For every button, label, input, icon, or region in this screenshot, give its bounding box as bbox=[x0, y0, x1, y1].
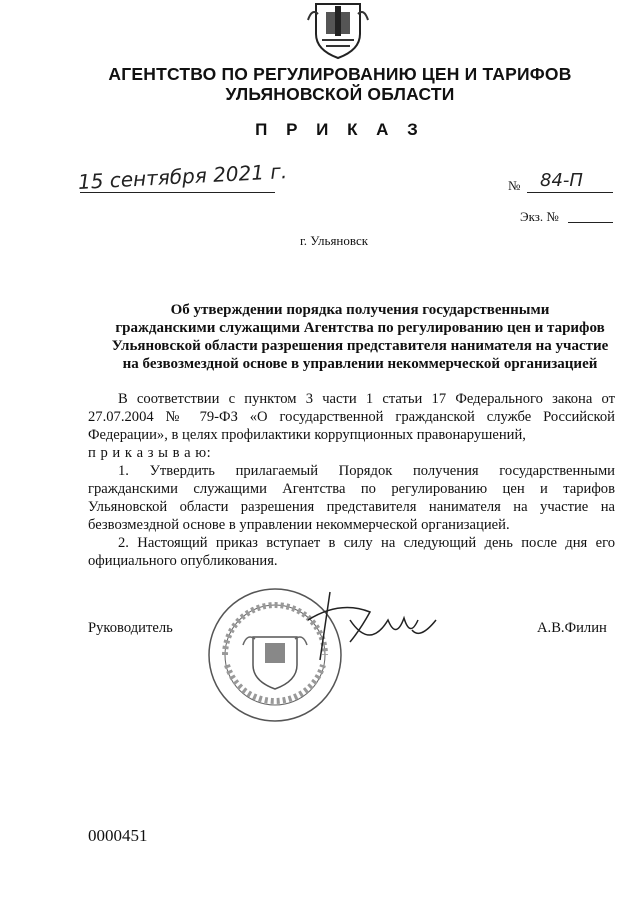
coat-of-arms-emblem bbox=[306, 0, 370, 60]
order-number-label: № bbox=[508, 178, 521, 193]
agency-name-line2: УЛЬЯНОВСКОЙ ОБЛАСТИ bbox=[225, 84, 455, 104]
number-underline bbox=[527, 192, 613, 193]
document-type-title: П Р И К А З bbox=[255, 120, 425, 139]
order-word: п р и к а з ы в а ю: bbox=[88, 445, 212, 461]
subject-line: Ульяновской области разрешения представителя нанимателя на участие bbox=[111, 338, 609, 354]
signatory-position: Руководитель bbox=[88, 620, 173, 636]
agency-name-line1: АГЕНТСТВО ПО РЕГУЛИРОВАНИЮ ЦЕН И ТАРИФОВ bbox=[108, 64, 572, 84]
order-number-handwritten: 84-П bbox=[540, 170, 583, 191]
order-item-1: 1. Утвердить прилагаемый Порядок получения государственными гражданскими служащими Агентства по регулированию цен и тарифов Ульяновской области разрешения представителя нанимателя на участие на безвозмездной основе в управлении некоммерческой организацией. bbox=[88, 463, 615, 533]
order-body bbox=[88, 390, 615, 570]
subject-line: гражданскими служащими Агентства по регулированию цен и тарифов bbox=[115, 320, 605, 336]
subject-line: на безвозмездной основе в управлении некоммерческой организацией bbox=[122, 356, 598, 372]
order-date-handwritten: 15 сентября 2021 г. bbox=[77, 159, 288, 194]
date-underline bbox=[80, 192, 275, 193]
copy-number-underline bbox=[568, 222, 613, 223]
subject-line: Об утверждении порядка получения государственными bbox=[170, 302, 550, 318]
preamble-paragraph: В соответствии с пунктом 3 части 1 статьи 17 Федерального закона от 27.07.2004 № 79-ФЗ «О государственной гражданской службе Российской Федерации», в целях профилактики коррупционных правонарушений, bbox=[88, 391, 615, 443]
order-subject bbox=[90, 301, 630, 373]
city-name: г. Ульяновск bbox=[299, 233, 369, 248]
copy-number-label: Экз. № bbox=[520, 209, 559, 224]
handwritten-signature bbox=[300, 590, 440, 670]
signatory-name: А.В.Филин bbox=[537, 620, 607, 636]
order-item-2: 2. Настоящий приказ вступает в силу на следующий день после дня его официального опубликования. bbox=[88, 535, 615, 569]
form-serial-number: 0000451 bbox=[88, 826, 148, 845]
